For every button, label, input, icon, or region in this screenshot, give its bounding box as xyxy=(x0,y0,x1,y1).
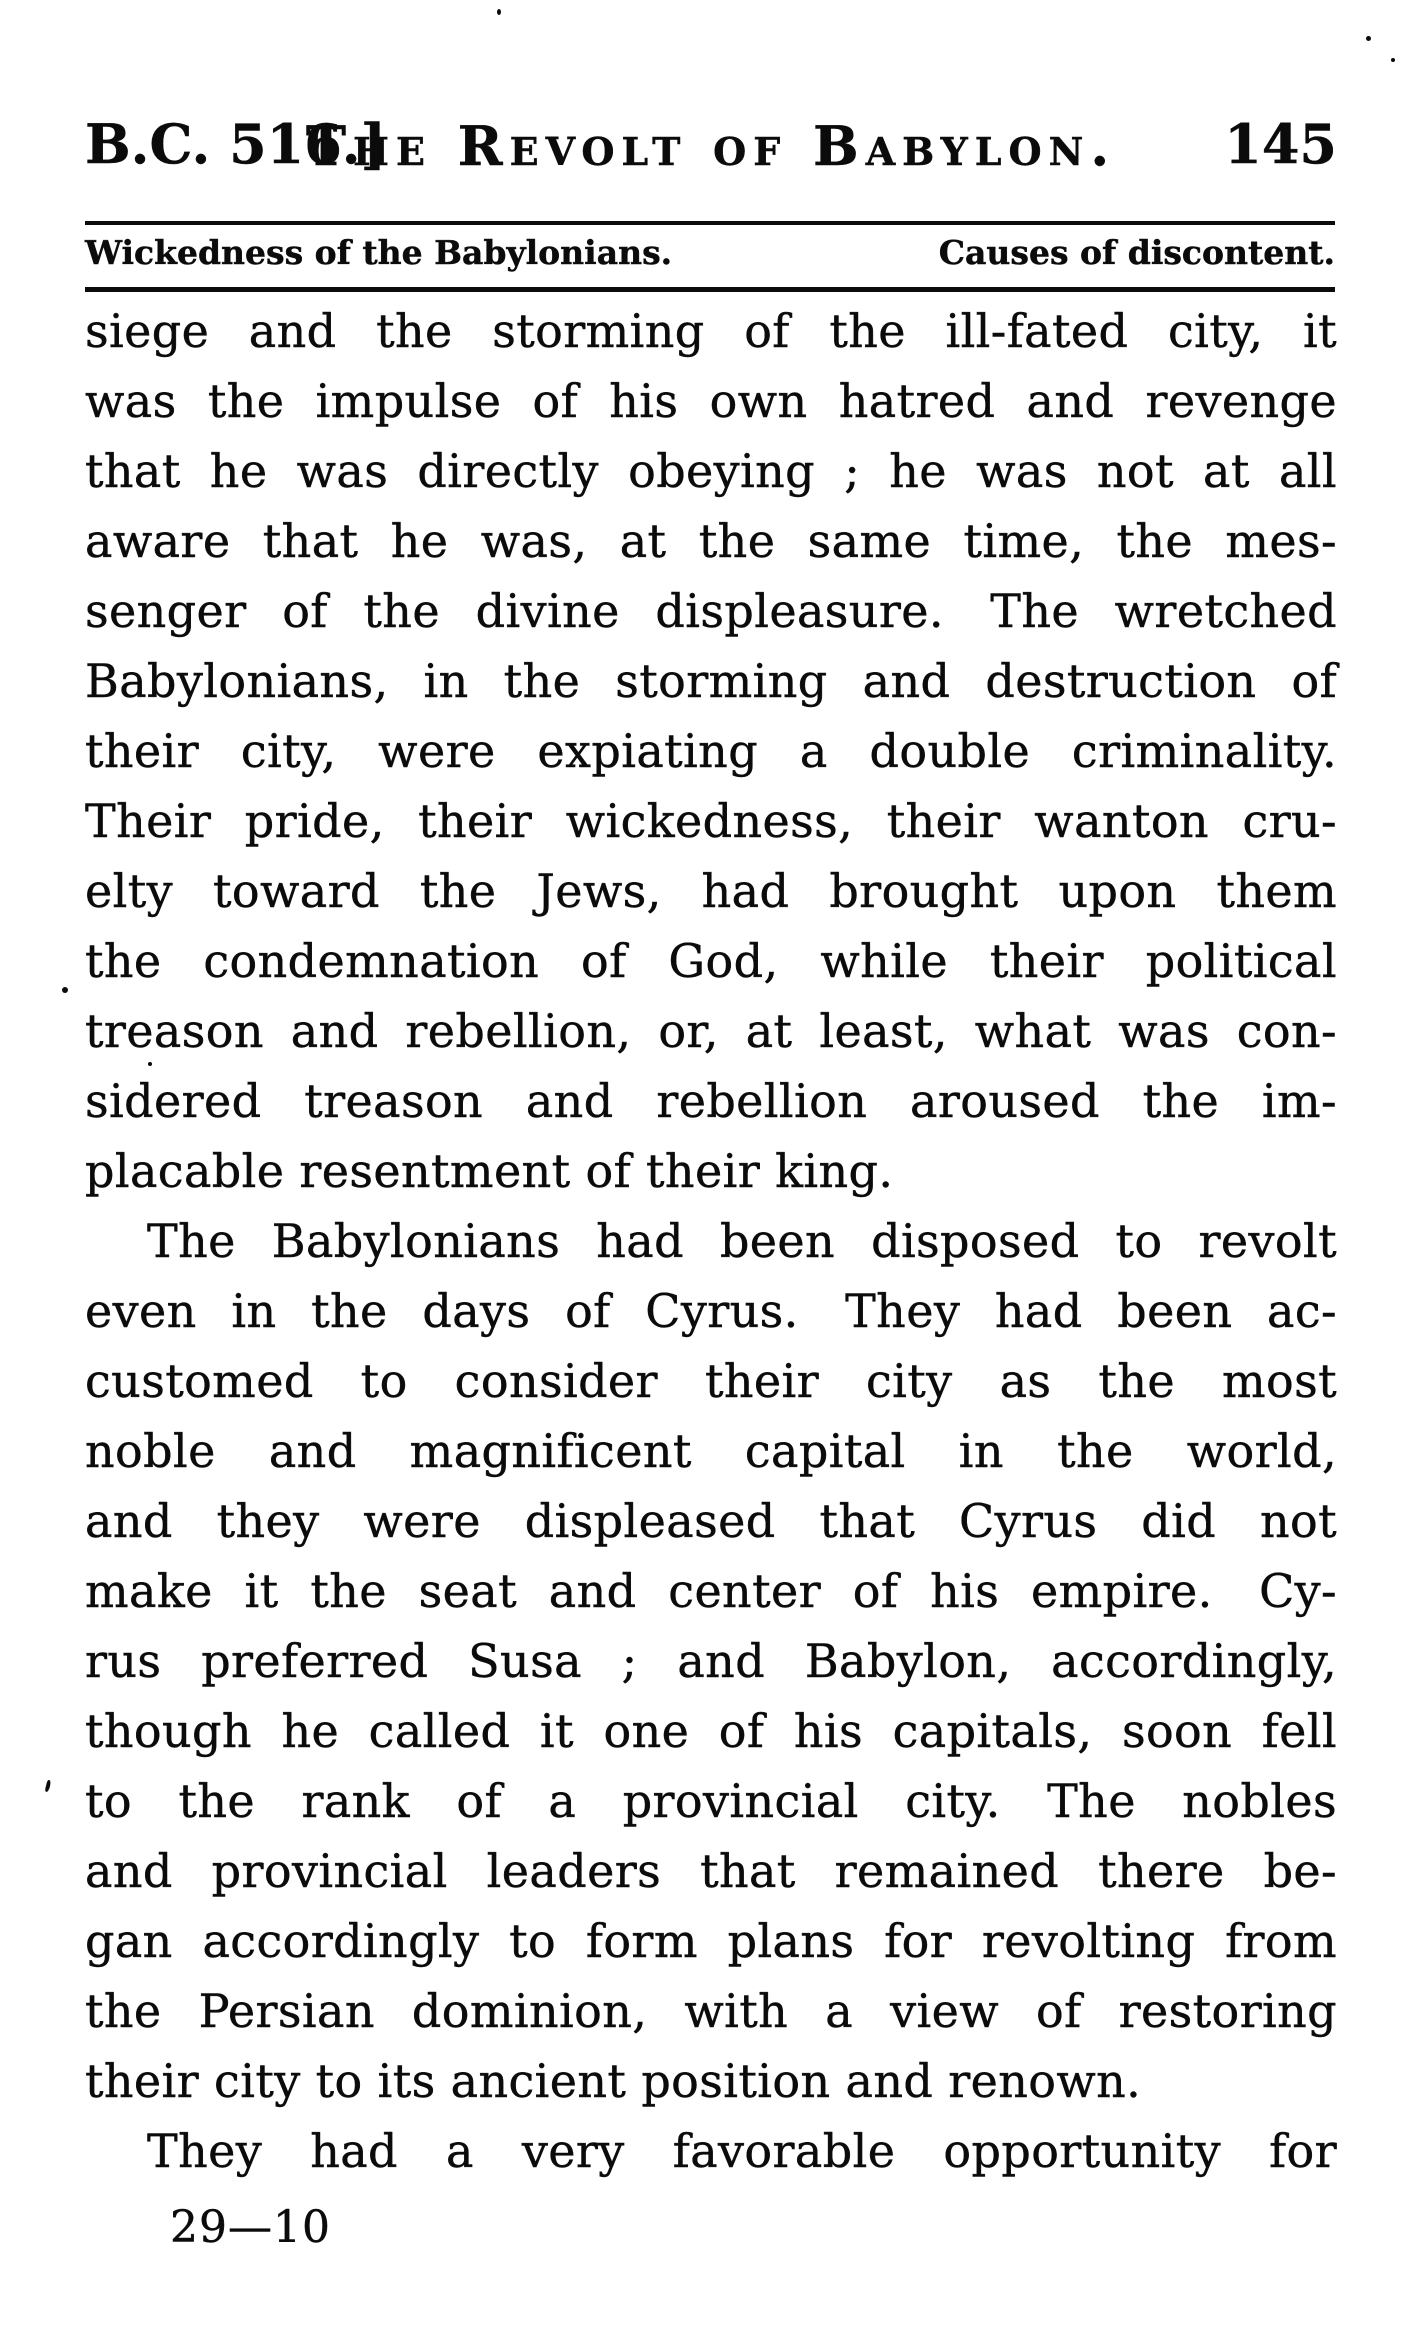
text-line: though he called it one of his capitals, soon fell xyxy=(85,1704,1337,1758)
text-line: gan accordingly to form plans for revolting from xyxy=(85,1914,1337,1968)
scan-speck xyxy=(62,987,68,993)
running-header xyxy=(85,112,1337,184)
text-line: aware that he was, at the same time, the mes- xyxy=(85,514,1337,568)
scan-speck xyxy=(1366,36,1371,41)
scan-speck xyxy=(148,1062,152,1066)
text-line: was the impulse of his own hatred and revenge xyxy=(85,374,1337,428)
text-line: noble and magnificent capital in the world, xyxy=(85,1424,1337,1478)
text-line: elty toward the Jews, had brought upon them xyxy=(85,864,1337,918)
subheader-right: Causes of discontent. xyxy=(938,233,1335,272)
text-line: their city to its ancient position and renown. xyxy=(85,2054,1142,2108)
text-line: Their pride, their wickedness, their wanton cru- xyxy=(85,794,1337,848)
header-rule-top xyxy=(85,221,1335,225)
text-line: rus preferred Susa ; and Babylon, accordingly, xyxy=(85,1634,1337,1688)
text-line: They had a very favorable opportunity for xyxy=(147,2124,1337,2178)
text-line: sidered treason and rebellion aroused the im- xyxy=(85,1074,1337,1128)
text-line: The Babylonians had been disposed to revolt xyxy=(147,1214,1337,1268)
text-line: and provincial leaders that remained there be- xyxy=(85,1844,1337,1898)
page-number: 145 xyxy=(1224,112,1337,176)
text-line: and they were displeased that Cyrus did not xyxy=(85,1494,1337,1548)
header-rule-bottom xyxy=(85,287,1335,292)
text-line: senger of the divine displeasure. The wretched xyxy=(85,584,1337,638)
text-line: Babylonians, in the storming and destruction of xyxy=(85,654,1337,708)
text-line: that he was directly obeying ; he was not at all xyxy=(85,444,1337,498)
page-title: The Revolt of Babylon. xyxy=(305,114,1117,178)
text-line: even in the days of Cyrus. They had been ac- xyxy=(85,1284,1337,1338)
header-date: B.C. 516.] xyxy=(85,112,387,176)
text-line: to the rank of a provincial city. The nobles xyxy=(85,1774,1337,1828)
section-subheader xyxy=(85,233,1335,272)
subheader-left: Wickedness of the Babylonians. xyxy=(85,233,673,272)
text-line: treason and rebellion, or, at least, what was con- xyxy=(85,1004,1337,1058)
text-line: their city, were expiating a double criminality. xyxy=(85,724,1337,778)
text-line: make it the seat and center of his empire. Cy- xyxy=(85,1564,1337,1618)
scan-speck xyxy=(497,9,501,15)
text-line: the condemnation of God, while their political xyxy=(85,934,1337,988)
text-line: siege and the storming of the ill-fated city, it xyxy=(85,304,1337,358)
signature-mark: 29—10 xyxy=(170,2202,331,2253)
scan-speck xyxy=(45,1780,52,1793)
body-text xyxy=(85,296,1337,2186)
text-line: placable resentment of their king. xyxy=(85,1144,894,1198)
scan-speck xyxy=(1391,58,1395,62)
text-line: the Persian dominion, with a view of restoring xyxy=(85,1984,1337,2038)
text-line: customed to consider their city as the most xyxy=(85,1354,1337,1408)
